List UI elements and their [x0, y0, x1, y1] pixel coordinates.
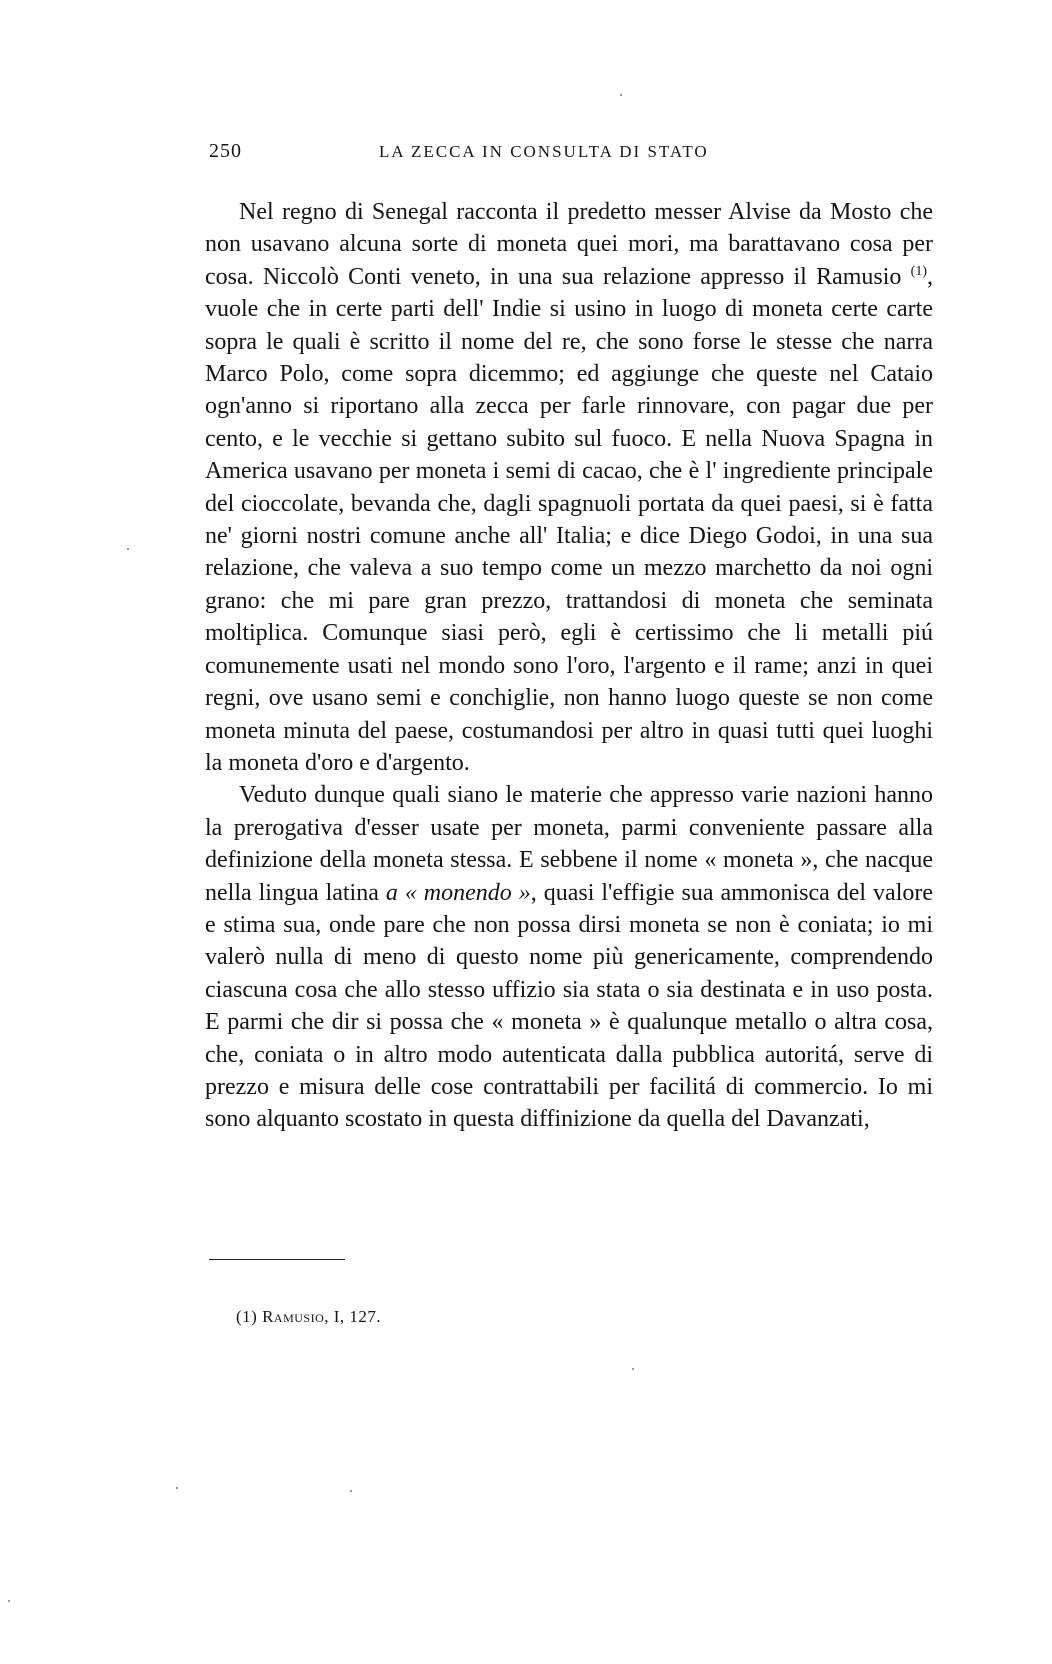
paper-speck [632, 1368, 634, 1370]
paper-speck [176, 1487, 178, 1489]
footnote-divider [209, 1259, 345, 1260]
paragraph-1-text-a: Nel regno di Senegal racconta il predetto messer Alvise da Mosto che non usavano alcuna sorte di moneta quei mori, ma barattavano cosa per cosa. Niccolò Conti veneto, in una sua relazione appresso il Ramusio [205, 199, 933, 290]
footnote [236, 1307, 381, 1327]
footnote-reference: (1) [910, 263, 927, 279]
paper-speck [620, 94, 622, 96]
paper-speck [350, 1490, 352, 1492]
paragraph-1 [205, 196, 933, 779]
running-title: LA ZECCA IN CONSULTA DI STATO [379, 142, 709, 161]
page-header [209, 140, 943, 170]
latin-phrase: a « monendo » [385, 879, 531, 906]
footnote-mark: (1) [236, 1307, 258, 1326]
footnote-reference-text: , I, 127. [324, 1307, 382, 1326]
paragraph-2-text-a: Veduto dunque quali siano le materie che appresso varie nazioni hanno la prerogativa d'esser usate per moneta, parmi conveniente passare alla definizione della moneta stessa. E sebbene il nome « moneta », che nacque nella lingua latina [205, 782, 933, 906]
paragraph-2-text-b: , quasi l'effigie sua ammonisca del valore e stima sua, onde pare che non possa dirsi moneta se non è coniata; io mi valerò nulla di meno di questo nome più genericamente, comprendendo ciascuna cosa che allo stesso uffizio sia stata o sia destinata e in uso posta. E parmi che dir si possa che « moneta » è qualunque metallo o altra cosa, che, coniata o in altro modo autenticata dalla pubblica autoritá, serve di prezzo e misura delle cose contrattabili per facilitá di commercio. Io mi sono alquanto scostato in questa diffinizione da quella del Davanzati, [205, 879, 934, 1133]
paragraph-2 [205, 779, 933, 1135]
paper-speck [8, 1600, 10, 1602]
paragraph-1-text-b: , vuole che in certe parti dell' Indie si usino in luogo di moneta certe carte sopra le quali è scritto il nome del re, che sono forse le stesse che narra Marco Polo, come sopra dicemmo; ed aggiunge che queste nel Cataio ogn'anno si riportano alla zecca per farle rinnovare, con pagar due per cento, e le vecchie si gettano subito sul fuoco. E nella Nuova Spagna in America usavano per moneta i semi di cacao, che è l' ingrediente principale del cioccolate, bevanda che, dagli spagnuoli portata da quei paesi, si è fatta ne' giorni nostri comune anche all' Italia; e dice Diego Godoi, in una sua relazione, che valeva a suo tempo come un mezzo marchetto da noi ogni grano: che mi pare gran prezzo, trattandosi di moneta che seminata moltiplica. Comunque siasi però, egli è certissimo che li metalli piú comunemente usati nel mondo sono l'oro, l'argento e il rame; anzi in quei regni, ove usano semi e conchiglie, non hanno luogo queste se non come moneta minuta del paese, costumandosi per altro in quasi tutti quei luoghi la moneta d'oro e d'argento. [205, 263, 933, 776]
paper-speck [127, 548, 129, 550]
page-number: 250 [209, 140, 242, 162]
footnote-author: Ramusio [262, 1307, 325, 1326]
main-text [205, 196, 933, 1136]
